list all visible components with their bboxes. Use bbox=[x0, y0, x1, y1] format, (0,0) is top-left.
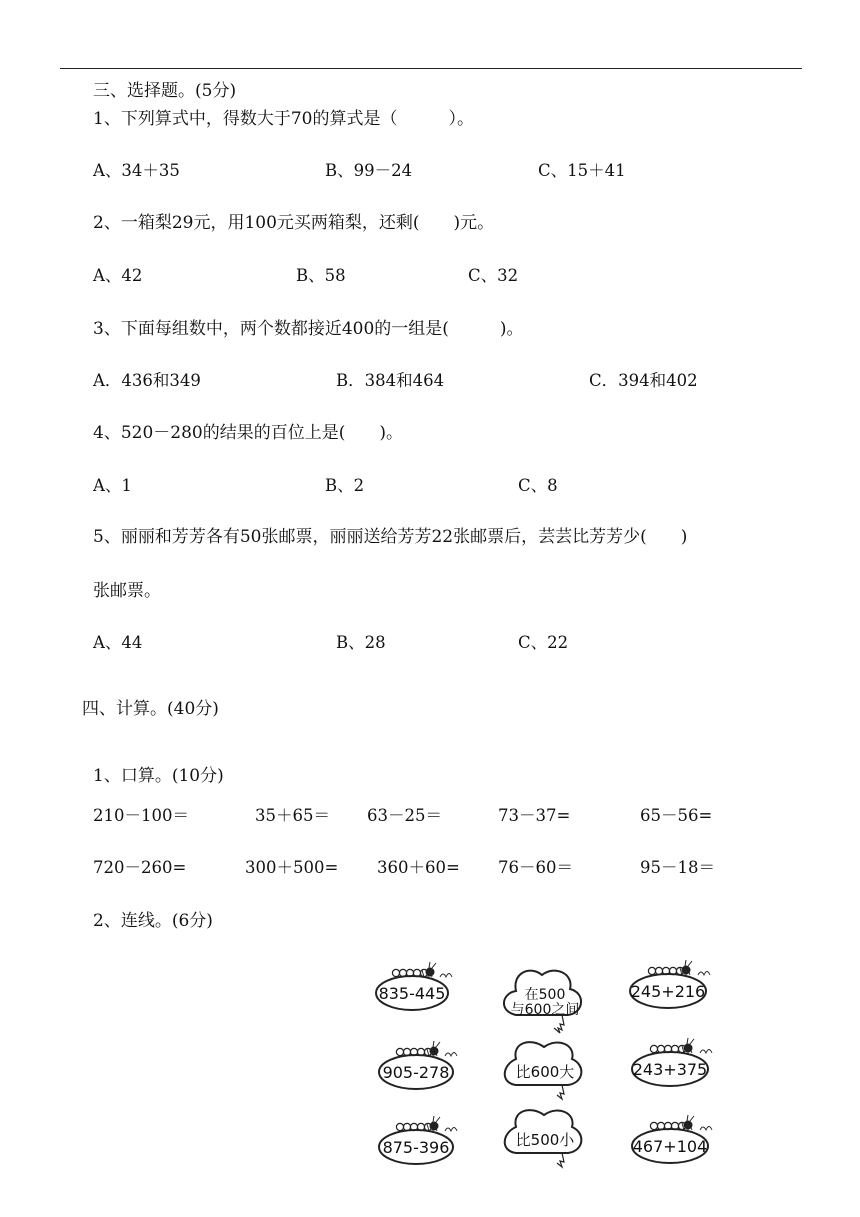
q2-option-b: B、58 bbox=[296, 266, 346, 285]
oral-r2-3: 360＋60= bbox=[377, 858, 460, 877]
oral-r2-4: 76－60＝ bbox=[498, 858, 573, 877]
q4-option-b: B、2 bbox=[325, 476, 365, 495]
q2-option-a: A、42 bbox=[93, 266, 143, 285]
q1-option-b: B、99－24 bbox=[325, 161, 413, 180]
right-oval-3 bbox=[632, 1115, 712, 1163]
q4-option-c: C、8 bbox=[518, 476, 558, 495]
mushroom-3 bbox=[505, 1110, 582, 1167]
mushroom-1-line2: 与600之间 bbox=[510, 1002, 580, 1018]
header-rule bbox=[60, 68, 802, 69]
right-oval-2 bbox=[632, 1038, 712, 1086]
q5-option-b: B、28 bbox=[336, 633, 386, 652]
mushroom-2-text: 比600大 bbox=[515, 1063, 575, 1081]
q2-option-c: C、32 bbox=[468, 266, 519, 285]
mushroom-1-line1: 在500 bbox=[524, 987, 566, 1003]
right-oval-1 bbox=[630, 960, 710, 1008]
right-expr-1: 245+216 bbox=[630, 982, 706, 1001]
oral-r2-1: 720－260= bbox=[93, 858, 187, 877]
question-5: 5、丽丽和芳芳各有50张邮票，丽丽送给芳芳22张邮票后，芸芸比芳芳少( ) bbox=[93, 527, 688, 547]
mushroom-2 bbox=[505, 1042, 582, 1099]
oral-r1-3: 63－25＝ bbox=[367, 806, 442, 825]
right-expr-3: 467+104 bbox=[632, 1137, 708, 1156]
left-oval-1 bbox=[376, 962, 452, 1010]
right-expr-2: 243+375 bbox=[632, 1060, 708, 1079]
question-5-continued: 张邮票。 bbox=[93, 581, 161, 601]
mushroom-3-text: 比500小 bbox=[515, 1131, 575, 1149]
oral-r2-2: 300＋500= bbox=[245, 858, 339, 877]
question-4: 4、520－280的结果的百位上是( )。 bbox=[93, 423, 403, 443]
section-4-title: 四、计算。(40分) bbox=[82, 699, 219, 719]
q5-option-a: A、44 bbox=[93, 633, 143, 652]
q3-option-a: A．436和349 bbox=[93, 371, 201, 390]
left-oval-2 bbox=[379, 1041, 457, 1089]
q4-option-a: A、1 bbox=[93, 476, 132, 495]
question-2: 2、一箱梨29元，用100元买两箱梨，还剩( )元。 bbox=[93, 213, 495, 233]
left-expr-3: 875-396 bbox=[382, 1138, 450, 1157]
left-expr-2: 905-278 bbox=[382, 1063, 450, 1082]
q1-option-a: A、34＋35 bbox=[93, 161, 180, 180]
question-1: 1、下列算式中，得数大于70的算式是（ ）。 bbox=[93, 109, 474, 129]
section-3-title: 三、选择题。(5分) bbox=[93, 81, 237, 101]
q5-option-c: C、22 bbox=[518, 633, 569, 652]
q3-option-b: B．384和464 bbox=[336, 371, 445, 390]
q3-option-c: C．394和402 bbox=[589, 371, 698, 390]
oral-r2-5: 95－18＝ bbox=[640, 858, 715, 877]
oral-calc-title: 1、口算。(10分) bbox=[93, 766, 224, 786]
mushroom-1 bbox=[504, 971, 581, 1033]
oral-r1-2: 35＋65＝ bbox=[255, 806, 330, 825]
left-expr-1: 835-445 bbox=[378, 984, 446, 1003]
matching-figure bbox=[370, 955, 730, 1175]
oral-r1-4: 73－37= bbox=[498, 806, 571, 825]
left-oval-3 bbox=[379, 1116, 457, 1164]
q1-option-c: C、15＋41 bbox=[538, 161, 626, 180]
oral-r1-1: 210－100＝ bbox=[93, 806, 189, 825]
matching-title: 2、连线。(6分) bbox=[93, 911, 213, 931]
oral-r1-5: 65－56= bbox=[640, 806, 713, 825]
question-3: 3、下面每组数中，两个数都接近400的一组是( )。 bbox=[93, 319, 524, 339]
